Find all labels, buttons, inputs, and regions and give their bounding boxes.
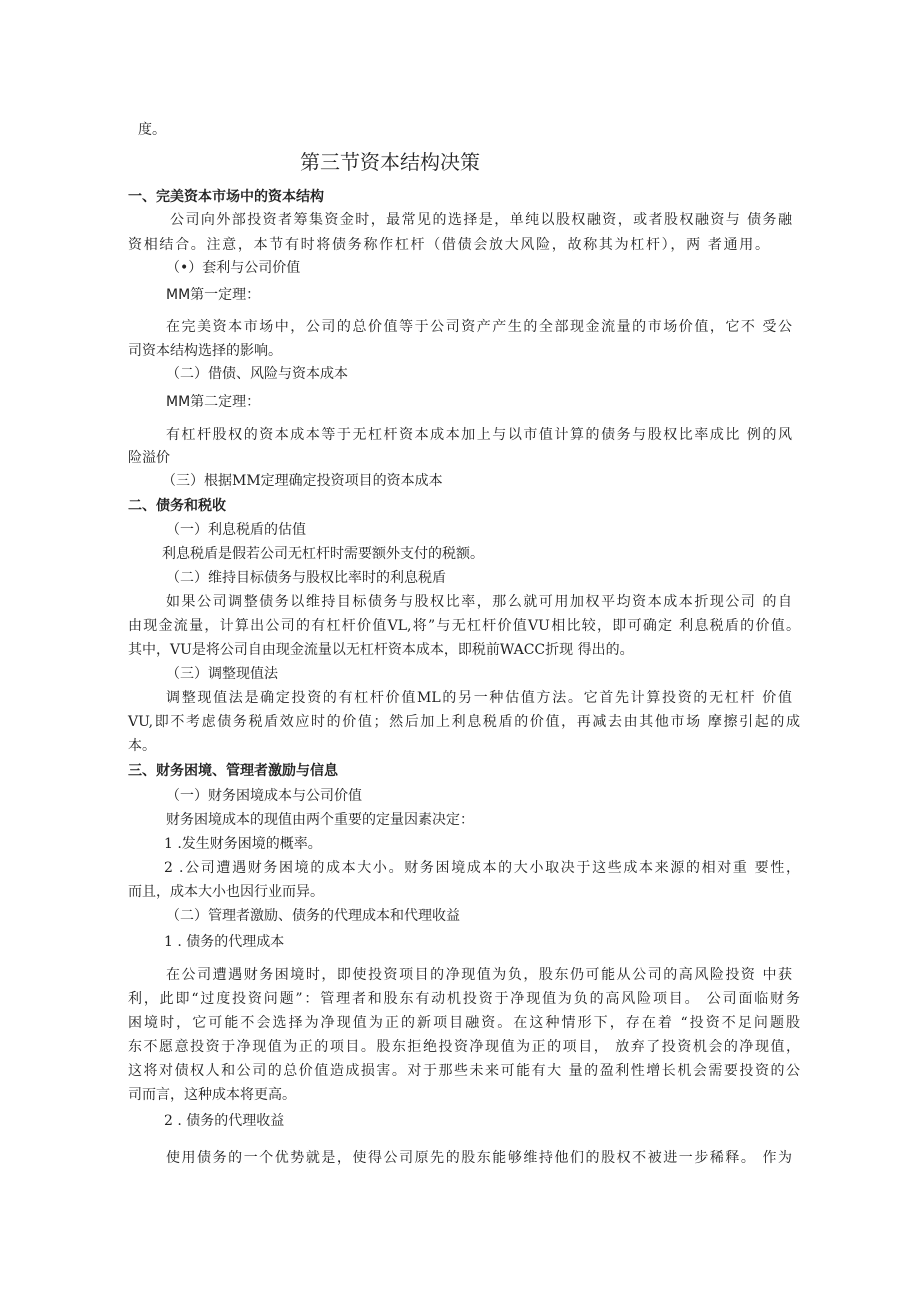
paragraph-line: 在公司遭遇财务困境时，即使投资项目的净现值为负，股东仍可能从公司的高风险投资 中获 (166, 967, 792, 983)
paragraph-line: 有杠杆股权的资本成本等于无杠杆资本成本加上与以市值计算的债务与股权比率成比 例的风 (166, 427, 792, 443)
subsection-heading: （二）借债、风险与资本成本 (166, 366, 348, 382)
paragraph-line: 资相结合。注意，本节有时将债务称作杠杆（借债会放大风险，故称其为杠杆），两 者通用。 (128, 237, 769, 253)
text-line: 度。 (138, 122, 166, 138)
paragraph-line: 利，此即“过度投资问题”：管理者和股东有动机投资于净现值为负的高风险项目。 公司面临财务 (128, 991, 800, 1007)
subsection-heading: （一）利息税盾的估值 (166, 522, 306, 538)
subsection-heading: （三）调整现值法 (166, 666, 278, 682)
paragraph-line: 使用债务的一个优势就是，使得公司原先的股东能够维持他们的股权不被进一步稀释。 作为 (166, 1150, 792, 1166)
paragraph-line: 如果公司调整债务以维持目标债务与股权比率，那么就可用加权平均资本成本折现公司 的自 (166, 594, 792, 610)
subsection-heading: （二）管理者激励、债务的代理成本和代理收益 (166, 908, 460, 924)
paragraph-line: 司而言，这种成本将更高。 (128, 1087, 296, 1103)
list-item: 1 . 债务的代理成本 (164, 934, 285, 950)
theorem-label: MM第一定理： (166, 287, 261, 303)
list-item: 2 . 债务的代理收益 (164, 1113, 285, 1129)
paragraph-line: 其中，VU是将公司自由现金流量以无杠杆资本成本，即税前WACC折现 得出的。 (128, 642, 634, 658)
paragraph-line: 财务困境成本的现值由两个重要的定量因素决定： (166, 812, 474, 828)
section-heading: 二、债务和税收 (128, 498, 226, 514)
list-item: 2 .公司遭遇财务困境的成本大小。财务困境成本的大小取决于这些成本来源的相对重 要性， (164, 860, 800, 876)
paragraph-line: 而且，成本大小也因行业而异。 (128, 884, 324, 900)
paragraph-line: VU,即不考虑债务税盾效应时的价值；然后加上利息税盾的价值，再减去由其他市场 摩擦引起的成 (128, 714, 800, 730)
subsection-heading: （•）套利与公司价值 (166, 260, 301, 276)
paragraph-line: 司资本结构选择的影响。 (128, 343, 282, 359)
page-title: 第三节资本结构决策 (300, 150, 480, 174)
paragraph-line: 本。 (128, 738, 156, 754)
subsection-heading: （一）财务困境成本与公司价值 (166, 788, 362, 804)
list-item: 1 .发生财务困境的概率。 (164, 836, 322, 852)
paragraph-line: 由现金流量，计算出公司的有杠杆价值VL,将”与无杠杆价值VU相比较，即可确定 利息税盾的价值。 (128, 618, 800, 634)
section-heading: 三、财务困境、管理者激励与信息 (128, 763, 338, 779)
theorem-label: MM第二定理： (166, 394, 261, 410)
paragraph-line: 利息税盾是假若公司无杠杆时需要额外支付的税额。 (162, 546, 484, 562)
subsection-heading: （三）根据MM定理确定投资项目的资本成本 (162, 473, 443, 489)
paragraph-line: 困境时，它可能不会选择为净现值为正的新项目融资。在这种情形下，存在着 “投资不足问题股 (128, 1015, 800, 1031)
paragraph-line: 公司向外部投资者筹集资金时，最常见的选择是，单纯以股权融资，或者股权融资与 债务融 (170, 212, 792, 228)
paragraph-line: 在完美资本市场中，公司的总价值等于公司资产产生的全部现金流量的市场价值，它不 受公 (166, 319, 792, 335)
subsection-heading: （二）维持目标债务与股权比率时的利息税盾 (166, 570, 446, 586)
paragraph-line: 东不愿意投资于净现值为正的项目。股东拒绝投资净现值为正的项目， 放弃了投资机会的净现值， (128, 1039, 800, 1055)
paragraph-line: 这将对债权人和公司的总价值造成损害。对于那些未来可能有大 量的盈利性增长机会需要投资的公 (128, 1063, 800, 1079)
paragraph-line: 险溢价 (128, 450, 170, 466)
paragraph-line: 调整现值法是确定投资的有杠杆价值ML的另一种估值方法。它首先计算投资的无杠杆 价值 (166, 690, 792, 706)
section-heading: 一、完美资本市场中的资本结构 (128, 189, 324, 205)
